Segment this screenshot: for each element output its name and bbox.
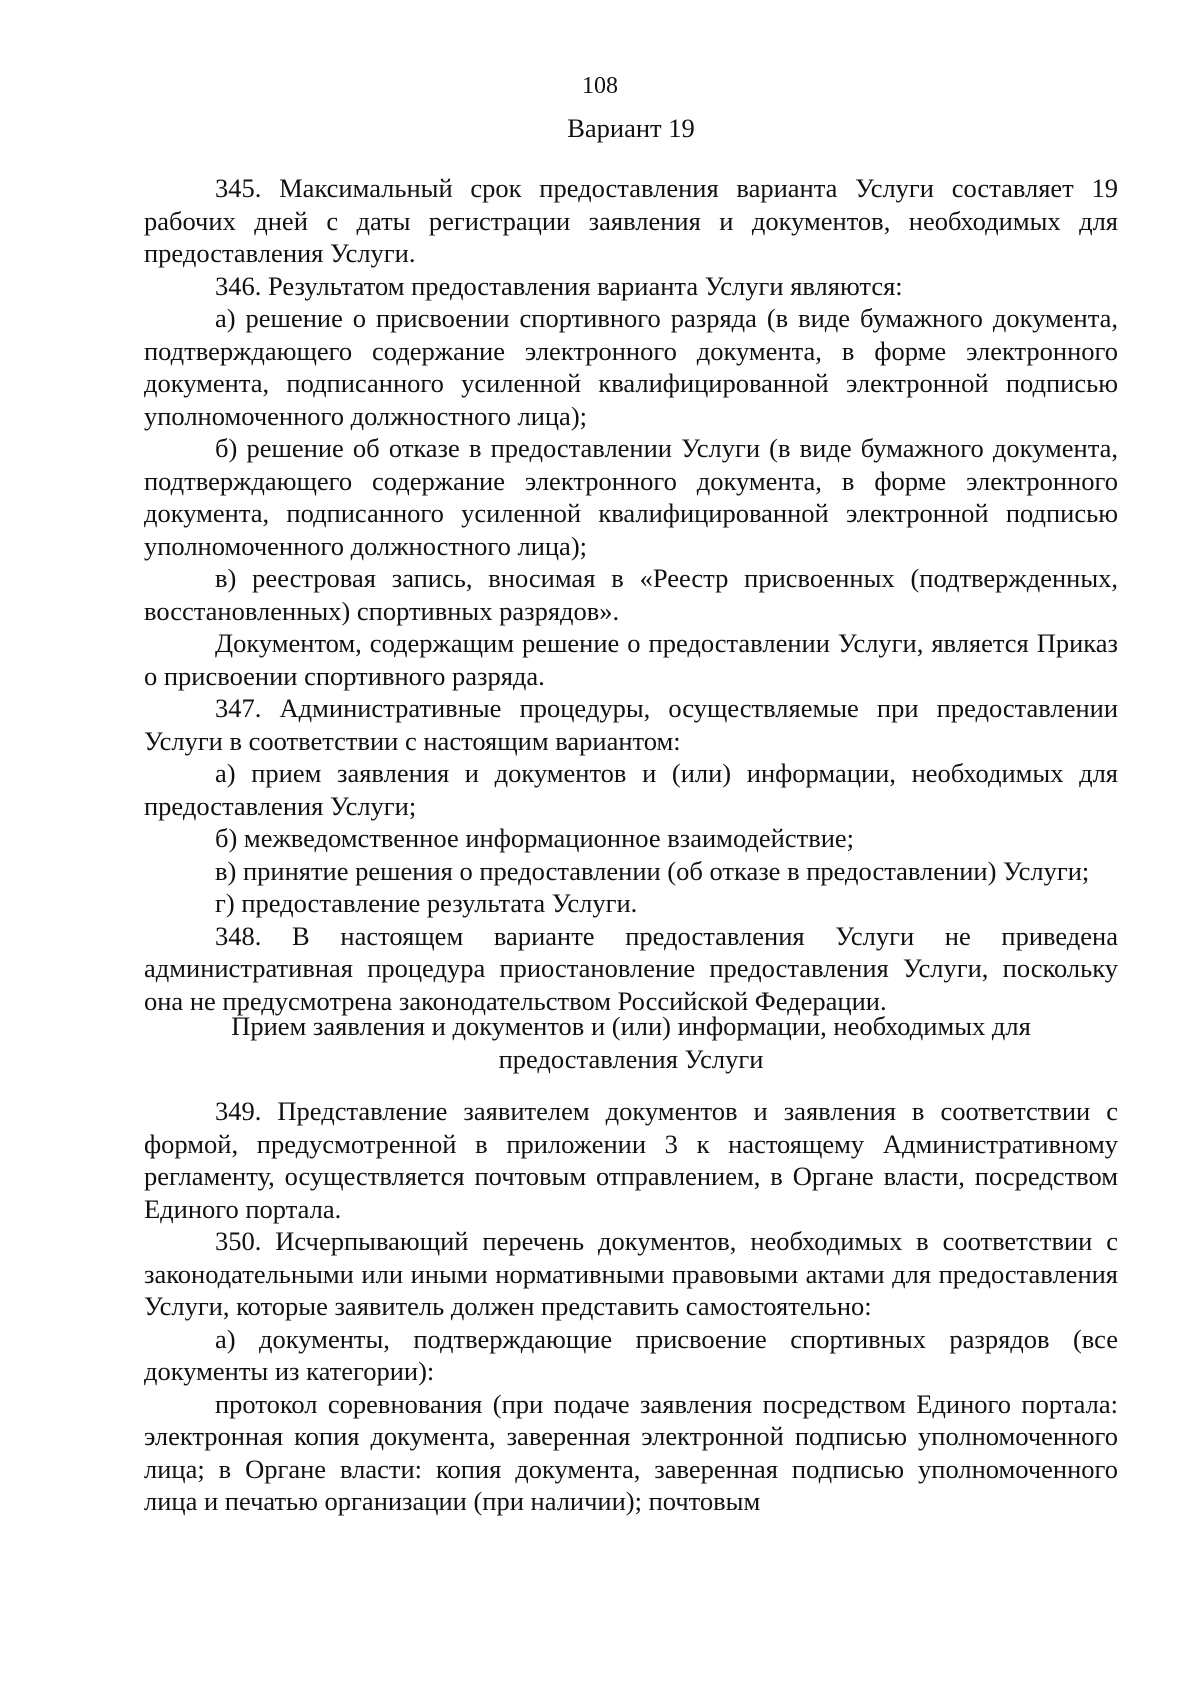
paragraph-350: 350. Исчерпывающий перечень документов, необходимых в соответствии с законодательными или иными нормативными правовыми актами для предоставления Услуги, которые заявитель должен представить самостоятельно: <box>144 1226 1118 1321</box>
section-heading-line-2: предоставления Услуги <box>498 1043 764 1074</box>
section-heading <box>144 1010 1118 1075</box>
section-variant-body <box>144 172 1118 1017</box>
paragraph-protocol: протокол соревнования (при подаче заявления посредством Единого портала: электронная копия документа, заверенная электронной подписью уполномоченного лица; в Органе власти: копия документа, заверенная подписью уполномоченного лица и печатью организации (при наличии); почтовым <box>144 1388 1118 1516</box>
section-reception-body <box>144 1095 1118 1518</box>
list-item-procedure-c: в) принятие решения о предоставлении (об отказе в предоставлении) Услуги; <box>215 855 1090 886</box>
list-item-result-a: а) решение о присвоении спортивного разряда (в виде бумажного документа, подтверждающего содержание электронного документа, в форме электронного документа, подписанного усиленной квалифицированной электронной подписью уполномоченного должностного лица); <box>144 303 1118 431</box>
paragraph-348: 348. В настоящем варианте предоставления Услуги не приведена административная процедура приостановление предоставления Услуги, поскольку она не предусмотрена законодательством Российской Федерации. <box>144 920 1118 1016</box>
paragraph-346: 346. Результатом предоставления варианта Услуги являются: <box>215 270 903 301</box>
paragraph-347: 347. Административные процедуры, осуществляемые при предоставлении Услуги в соответствии с настоящим вариантом: <box>144 693 1118 756</box>
list-item-documents-a: а) документы, подтверждающие присвоение спортивных разрядов (все документы из категории): <box>144 1323 1118 1386</box>
paragraph-349: 349. Представление заявителем документов и заявления в соответствии с формой, предусмотренной в приложении 3 к настоящему Административному регламенту, осуществляется почтовым отправлением, в Органе власти, посредством Единого портала. <box>144 1096 1118 1224</box>
variant-title: Вариант 19 <box>567 113 695 143</box>
paragraph-decision-document: Документом, содержащим решение о предоставлении Услуги, является Приказ о присвоении спортивного разряда. <box>144 628 1118 691</box>
list-item-result-b: б) решение об отказе в предоставлении Услуги (в виде бумажного документа, подтверждающего содержание электронного документа, в форме электронного документа, подписанного усиленной квалифицированной электронной подписью уполномоченного должностного лица); <box>144 433 1118 561</box>
section-heading-line-1: Прием заявления и документов и (или) информации, необходимых для <box>231 1011 1031 1041</box>
list-item-procedure-b: б) межведомственное информационное взаимодействие; <box>215 823 855 853</box>
list-item-procedure-d: г) предоставление результата Услуги. <box>215 888 638 918</box>
list-item-procedure-a: а) прием заявления и документов и (или) информации, необходимых для предоставления Услуги; <box>144 758 1118 821</box>
paragraph-345: 345. Максимальный срок предоставления варианта Услуги составляет 19 рабочих дней с даты регистрации заявления и документов, необходимых для предоставления Услуги. <box>144 173 1118 268</box>
page-number: 108 <box>582 73 618 99</box>
list-item-result-c: в) реестровая запись, вносимая в «Реестр присвоенных (подтвержденных, восстановленных) спортивных разрядов». <box>144 563 1118 626</box>
